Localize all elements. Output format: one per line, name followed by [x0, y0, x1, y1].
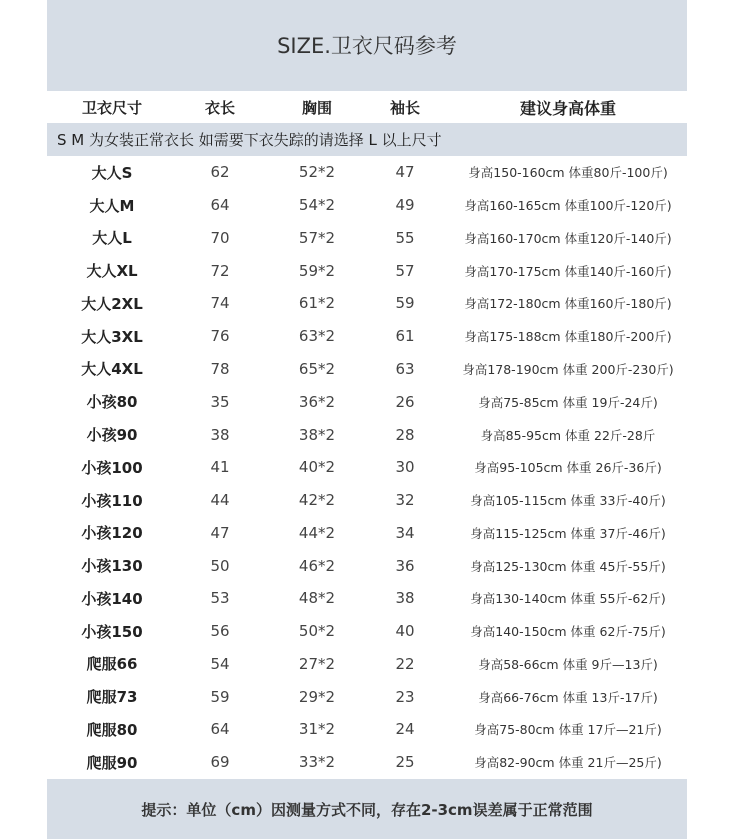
row-sleeve: 32: [395, 491, 415, 510]
table-row: [47, 320, 687, 353]
row-chest: 46*2: [298, 556, 336, 575]
row-length: 74: [210, 294, 230, 313]
row-length: 56: [210, 622, 230, 641]
header-length: 衣长: [204, 98, 235, 117]
row-suggestion: 身高130-140cm 体重 55斤-62斤): [470, 591, 666, 607]
row-suggestion: 身高175-188cm 体重180斤-200斤): [464, 329, 672, 345]
row-size: 大人L: [92, 229, 132, 248]
row-sleeve: 24: [395, 720, 415, 739]
row-length: 50: [210, 556, 230, 575]
row-length: 54: [210, 654, 230, 673]
row-size: 小孩110: [81, 491, 143, 510]
row-sleeve: 25: [395, 753, 415, 772]
row-chest: 52*2: [298, 163, 336, 182]
row-chest: 31*2: [298, 720, 336, 739]
row-size: 小孩150: [81, 622, 143, 641]
row-length: 35: [210, 392, 230, 411]
row-length: 59: [210, 687, 230, 706]
row-size: 爬服90: [86, 753, 138, 772]
row-size: 大人XL: [86, 262, 138, 281]
row-chest: 63*2: [298, 327, 336, 346]
note-banner: [47, 123, 687, 156]
row-length: 70: [210, 228, 230, 247]
row-suggestion: 身高170-175cm 体重140斤-160斤): [464, 263, 672, 279]
row-suggestion: 身高178-190cm 体重 200斤-230斤): [462, 361, 674, 377]
row-sleeve: 40: [395, 622, 415, 641]
row-size: 大人3XL: [81, 327, 143, 346]
row-sleeve: 61: [395, 327, 415, 346]
row-sleeve: 55: [395, 228, 415, 247]
row-size: 大人4XL: [81, 360, 143, 379]
row-size: 小孩130: [81, 557, 143, 576]
row-chest: 36*2: [298, 392, 336, 411]
row-length: 72: [210, 261, 230, 280]
row-size: 小孩120: [81, 524, 143, 543]
row-size: 小孩90: [86, 426, 138, 444]
row-suggestion: 身高140-150cm 体重 62斤-75斤): [470, 624, 666, 640]
row-suggestion: 身高125-130cm 体重 45斤-55斤): [470, 558, 666, 574]
row-chest: 27*2: [298, 654, 336, 673]
row-chest: 65*2: [298, 359, 336, 378]
row-size: 爬服73: [86, 688, 138, 707]
row-chest: 42*2: [298, 491, 336, 510]
row-chest: 59*2: [298, 261, 336, 280]
header-sleeve: 袖长: [389, 98, 420, 117]
table-row: [47, 484, 687, 517]
table-row: [47, 418, 687, 451]
row-suggestion: 身高160-170cm 体重120斤-140斤): [464, 230, 672, 246]
row-suggestion: 身高75-80cm 体重 17斤—21斤): [474, 722, 662, 738]
row-chest: 54*2: [298, 196, 336, 215]
row-length: 38: [210, 425, 230, 444]
row-size: 小孩100: [81, 458, 143, 477]
row-sleeve: 59: [395, 294, 415, 313]
table-row: [47, 451, 687, 484]
row-sleeve: 36: [395, 556, 415, 575]
header-suggestion: 建议身高体重: [519, 98, 616, 118]
row-suggestion: 身高172-180cm 体重160斤-180斤): [464, 296, 672, 312]
row-length: 53: [210, 589, 230, 608]
fit-note: S M 为女装正常衣长 如需要下衣失踪的请选择 L 以上尺寸: [57, 131, 442, 149]
row-suggestion: 身高75-85cm 体重 19斤-24斤): [478, 394, 658, 410]
row-sleeve: 38: [395, 589, 415, 608]
row-size: 爬服80: [86, 720, 138, 739]
row-suggestion: 身高115-125cm 体重 37斤-46斤): [470, 525, 666, 541]
row-size: 大人2XL: [81, 294, 143, 313]
row-suggestion: 身高58-66cm 体重 9斤—13斤): [478, 656, 658, 672]
row-sleeve: 23: [395, 687, 415, 706]
row-sleeve: 34: [395, 523, 415, 542]
table-row: [47, 222, 687, 255]
table-row: [47, 353, 687, 386]
row-chest: 29*2: [298, 687, 336, 706]
size-table-body: [47, 156, 687, 779]
table-row: [47, 713, 687, 746]
table-row: [47, 582, 687, 615]
row-chest: 38*2: [298, 425, 336, 444]
row-sleeve: 47: [395, 163, 415, 182]
table-row: [47, 746, 687, 779]
row-length: 69: [210, 753, 230, 772]
row-chest: 61*2: [298, 294, 336, 313]
row-sleeve: 22: [395, 654, 415, 673]
row-sleeve: 57: [395, 261, 415, 280]
header-size: 卫衣尺寸: [81, 98, 142, 117]
header-chest: 胸围: [301, 98, 332, 117]
row-sleeve: 30: [395, 458, 415, 477]
row-length: 41: [210, 458, 230, 477]
row-suggestion: 身高95-105cm 体重 26斤-36斤): [474, 460, 662, 476]
title-banner: [47, 0, 687, 91]
table-row: [47, 254, 687, 287]
row-length: 78: [210, 359, 230, 378]
row-size: 大人S: [91, 163, 133, 182]
row-sleeve: 49: [395, 196, 415, 215]
table-row: [47, 549, 687, 582]
row-length: 62: [210, 163, 230, 182]
table-header-row: [47, 91, 687, 123]
row-sleeve: 26: [395, 392, 415, 411]
measurement-tip: 提示：单位（cm）因测量方式不同，存在2-3cm误差属于正常范围: [141, 800, 593, 819]
row-suggestion: 身高150-160cm 体重80斤-100斤): [468, 165, 668, 181]
row-chest: 57*2: [298, 228, 336, 247]
row-length: 76: [210, 327, 230, 346]
table-row: [47, 516, 687, 549]
table-row: [47, 647, 687, 680]
table-row: [47, 680, 687, 713]
row-length: 44: [210, 491, 230, 510]
row-sleeve: 63: [395, 359, 415, 378]
row-chest: 48*2: [298, 589, 336, 608]
row-suggestion: 身高82-90cm 体重 21斤—25斤): [474, 755, 662, 771]
row-length: 64: [210, 720, 230, 739]
row-size: 小孩140: [81, 589, 143, 608]
table-row: [47, 385, 687, 418]
row-suggestion: 身高85-95cm 体重 22斤-28斤: [480, 427, 656, 443]
row-length: 47: [210, 523, 230, 542]
table-row: [47, 287, 687, 320]
row-size: 小孩80: [86, 393, 138, 412]
row-chest: 44*2: [298, 523, 336, 542]
row-size: 爬服66: [86, 655, 138, 674]
row-suggestion: 身高66-76cm 体重 13斤-17斤): [478, 689, 658, 705]
row-sleeve: 28: [395, 425, 415, 444]
table-row: [47, 189, 687, 222]
row-chest: 40*2: [298, 458, 336, 477]
row-chest: 50*2: [298, 622, 336, 641]
footer-banner: [47, 779, 687, 839]
table-row: [47, 615, 687, 648]
row-suggestion: 身高105-115cm 体重 33斤-40斤): [470, 493, 666, 509]
row-length: 64: [210, 196, 230, 215]
table-row: [47, 156, 687, 189]
row-suggestion: 身高160-165cm 体重100斤-120斤): [464, 198, 672, 214]
row-size: 大人M: [89, 196, 135, 215]
row-chest: 33*2: [298, 753, 336, 772]
page-title: SIZE.卫衣尺码参考: [277, 34, 457, 58]
